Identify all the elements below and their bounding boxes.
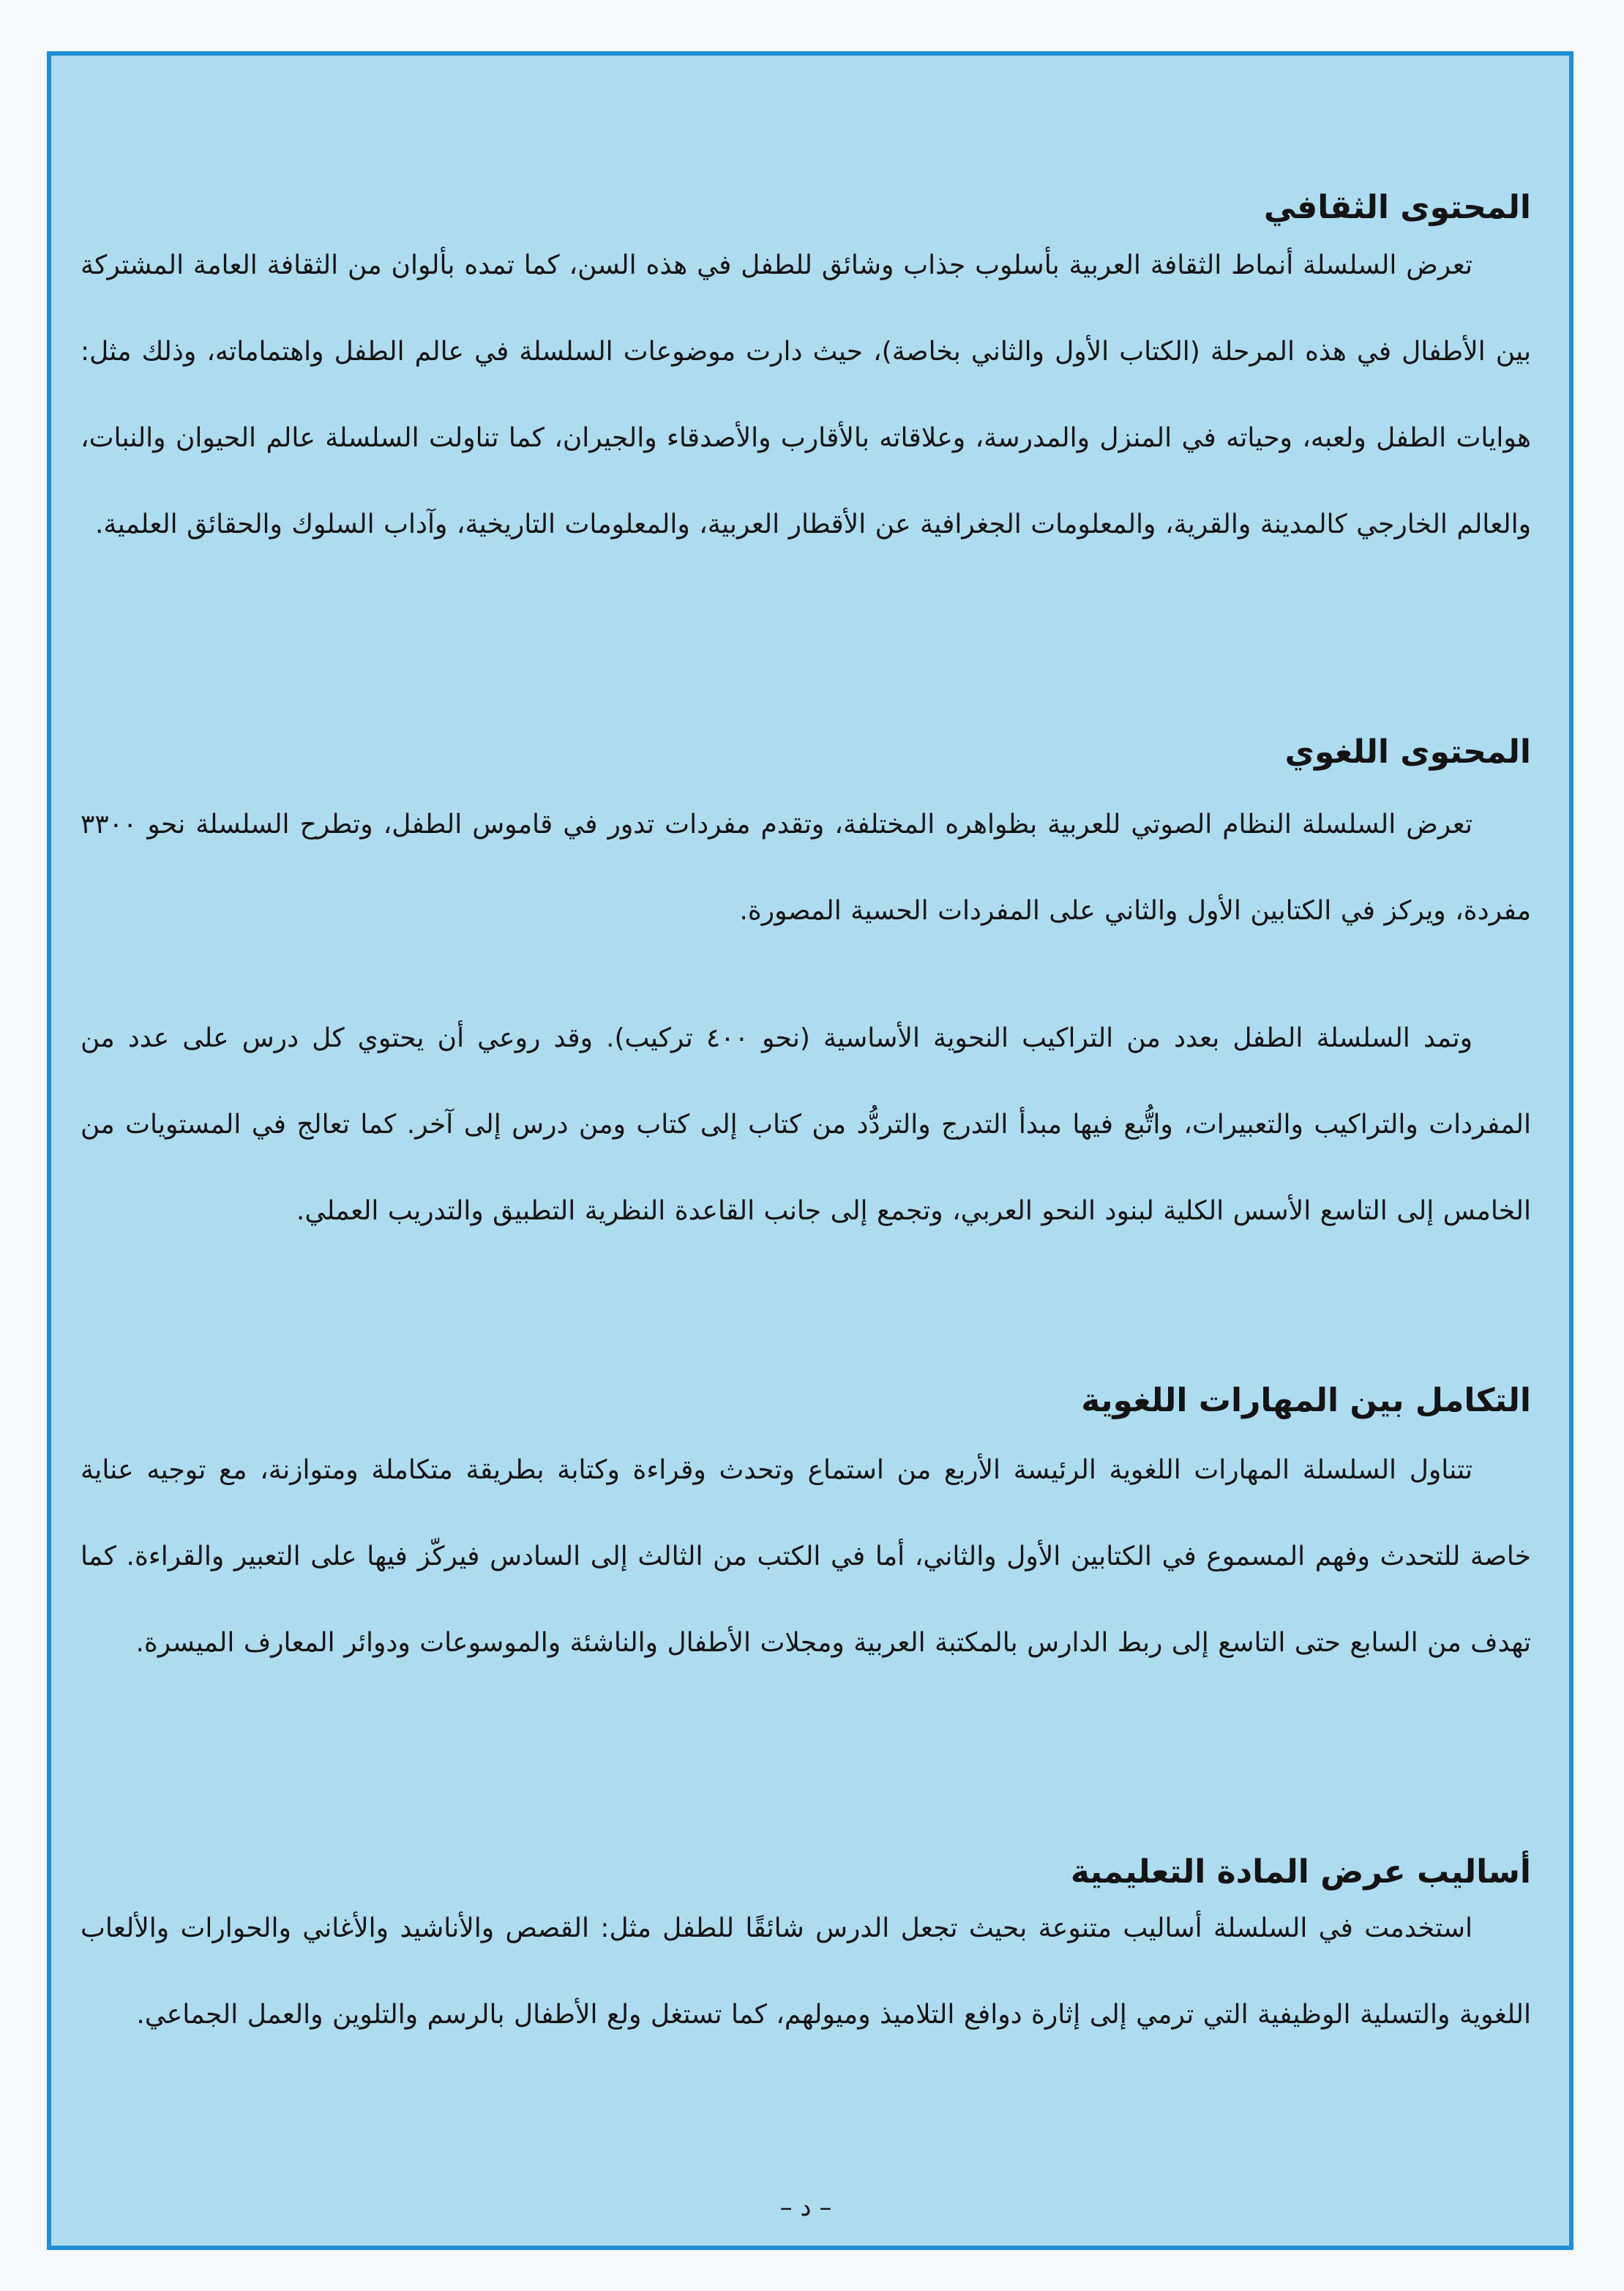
paragraph-linguistic-content-1: تعرض السلسلة النظام الصوتي للعربية بظواهره المختلفة، وتقدم مفردات تدور في قاموس الطفل، وتطرح السلسلة نحو ٣٣٠٠ مفردة، ويركز في الكتابين الأول والثاني على المفردات الحسية المصورة. [81,810,1531,926]
page-frame [47,51,1574,2250]
page-number: – د – [779,2193,832,2222]
page-content [81,56,1531,2246]
paragraph-linguistic-content-2: وتمد السلسلة الطفل بعدد من التراكيب النحوية الأساسية (نحو ٤٠٠ تركيب). وقد روعي أن يحتوي كل درس على عدد من المفردات والتراكيب والتعبيرات، واتُّبع فيها مبدأ التدرج والتردُّد من كتاب إلى كتاب ومن درس إلى آخر. كما تعالج في المستويات من الخامس إلى التاسع الأسس الكلية لبنود النحو العربي، وتجمع إلى جانب القاعدة النظرية التطبيق والتدريب العملي. [81,1023,1531,1226]
paragraph-skills-integration: تتناول السلسلة المهارات اللغوية الرئيسة الأربع من استماع وتحدث وقراءة وكتابة بطريقة متكاملة ومتوازنة، مع توجيه عناية خاصة للتحدث وفهم المسموع في الكتابين الأول والثاني، أما في الكتب من الثالث إلى السادس فيركّز فيها على التعبير والقراءة. كما تهدف من السابع حتى التاسع إلى ربط الدارس بالمكتبة العربية ومجلات الأطفال والناشئة والموسوعات ودوائر المعارف الميسرة. [81,1455,1531,1658]
heading-cultural-content: المحتوى الثقافي [1263,189,1531,226]
paragraph-cultural-content: تعرض السلسلة أنماط الثقافة العربية بأسلوب جذاب وشائق للطفل في هذه السن، كما تمده بألوان من الثقافة العامة المشتركة بين الأطفال في هذه المرحلة (الكتاب الأول والثاني بخاصة)، حيث دارت موضوعات السلسلة في عالم الطفل واهتماماته، وذلك مثل: هوايات الطفل ولعبه، وحياته في المنزل والمدرسة، وعلاقاته بالأقارب والأصدقاء والجيران، كما تناولت السلسلة عالم الحيوان والنبات، والعالم الخارجي كالمدينة والقرية، والمعلومات الجغرافية عن الأقطار العربية، والمعلومات التاريخية، وآداب السلوك والحقائق العلمية. [81,250,1531,539]
heading-skills-integration: التكامل بين المهارات اللغوية [1081,1382,1531,1419]
heading-presentation-methods: أساليب عرض المادة التعليمية [1070,1853,1531,1891]
paragraph-presentation-methods: استخدمت في السلسلة أساليب متنوعة بحيث تجعل الدرس شائقًا للطفل مثل: القصص والأناشيد والأغاني والحوارات والألعاب اللغوية والتسلية الوظيفية التي ترمي إلى إثارة دوافع التلاميذ وميولهم، كما تستغل ولع الأطفال بالرسم والتلوين والعمل الجماعي. [81,1913,1531,2030]
heading-linguistic-content: المحتوى اللغوي [1284,733,1531,771]
